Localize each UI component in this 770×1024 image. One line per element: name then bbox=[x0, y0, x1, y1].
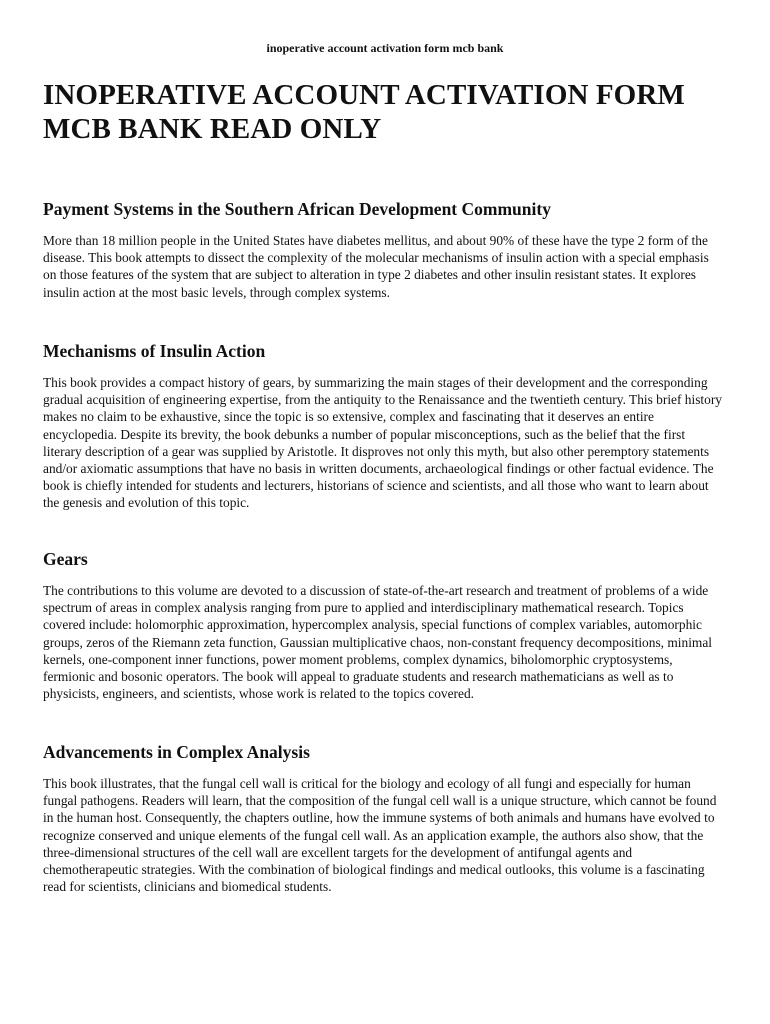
section-body: This book provides a compact history of gears, by summarizing the main stages of their development and the corresponding gradual acquisition of engineering expertise, from the antiquity to the Renaissance and the twentieth century. This brief history makes no claim to be exhaustive, since the topic is so extensive, complex and fascinating that it deserves an entire encyclopedia. Despite its brevity, the book debunks a number of popular misconceptions, such as the belief that the first literary description of a gear was supplied by Aristotle. It disproves not only this myth, but also other peremptory statements and/or axiomatic assumptions that have no basis in written documents, archaeological findings or other factual evidence. The book is chiefly intended for students and lecturers, historians of science and scientists, and all those who want to learn about the genesis and evolution of this topic. bbox=[43, 375, 723, 511]
section-heading: Gears bbox=[43, 549, 88, 569]
section-gears bbox=[43, 548, 725, 702]
section-body: More than 18 million people in the United States have diabetes mellitus, and about 90% of these have the type 2 form of the disease. This book attempts to dissect the complexity of the molecular mechanisms of insulin action with a special emphasis on those features of the system that are subject to alteration in type 2 diabetes and other insulin resistant states. It explores insulin action at the most basic levels, through complex systems. bbox=[43, 233, 709, 300]
document-title: INOPERATIVE ACCOUNT ACTIVATION FORM MCB BANK READ ONLY bbox=[43, 79, 685, 145]
section-heading: Payment Systems in the Southern African Development Community bbox=[43, 199, 551, 219]
running-header: inoperative account activation form mcb bank bbox=[266, 41, 504, 55]
section-heading: Mechanisms of Insulin Action bbox=[43, 341, 266, 361]
section-insulin-action bbox=[43, 340, 725, 512]
section-body: This book illustrates, that the fungal cell wall is critical for the biology and ecology of all fungi and especially for human fungal pathogens. Readers will learn, that the composition of the fungal cell wall is a unique structure, which cannot be found in the human host. Consequently, the chapters outline, how the immune systems of both animals and humans have evolved to recognize conserved and unique elements of the fungal cell wall. As an application example, the authors also show, that the three-dimensional structures of the cell wall are excellent targets for the development of antifungal agents and chemotherapeutic strategies. With the combination of biological findings and medical outlooks, this volume is a fascinating read for scientists, clinicians and biomedical students. bbox=[43, 776, 717, 895]
section-complex-analysis bbox=[43, 741, 725, 895]
section-body: The contributions to this volume are devoted to a discussion of state-of-the-art research and treatment of problems of a wide spectrum of areas in complex analysis ranging from pure to applied and interdisciplinary mathematical research. Topics covered include: holomorphic approximation, hypercomplex analysis, special functions of complex variables, automorphic groups, zeros of the Riemann zeta function, Gaussian multiplicative chaos, non-constant frequency decompositions, minimal kernels, one-component inner functions, power moment problems, complex dynamics, biholomorphic cryptosystems, fermionic and bosonic operators. The book will appeal to graduate students and research mathematicians as well as to physicists, engineers, and scientists, whose work is related to the topics covered. bbox=[43, 583, 712, 702]
section-payment-systems bbox=[43, 198, 725, 301]
section-heading: Advancements in Complex Analysis bbox=[43, 742, 310, 762]
